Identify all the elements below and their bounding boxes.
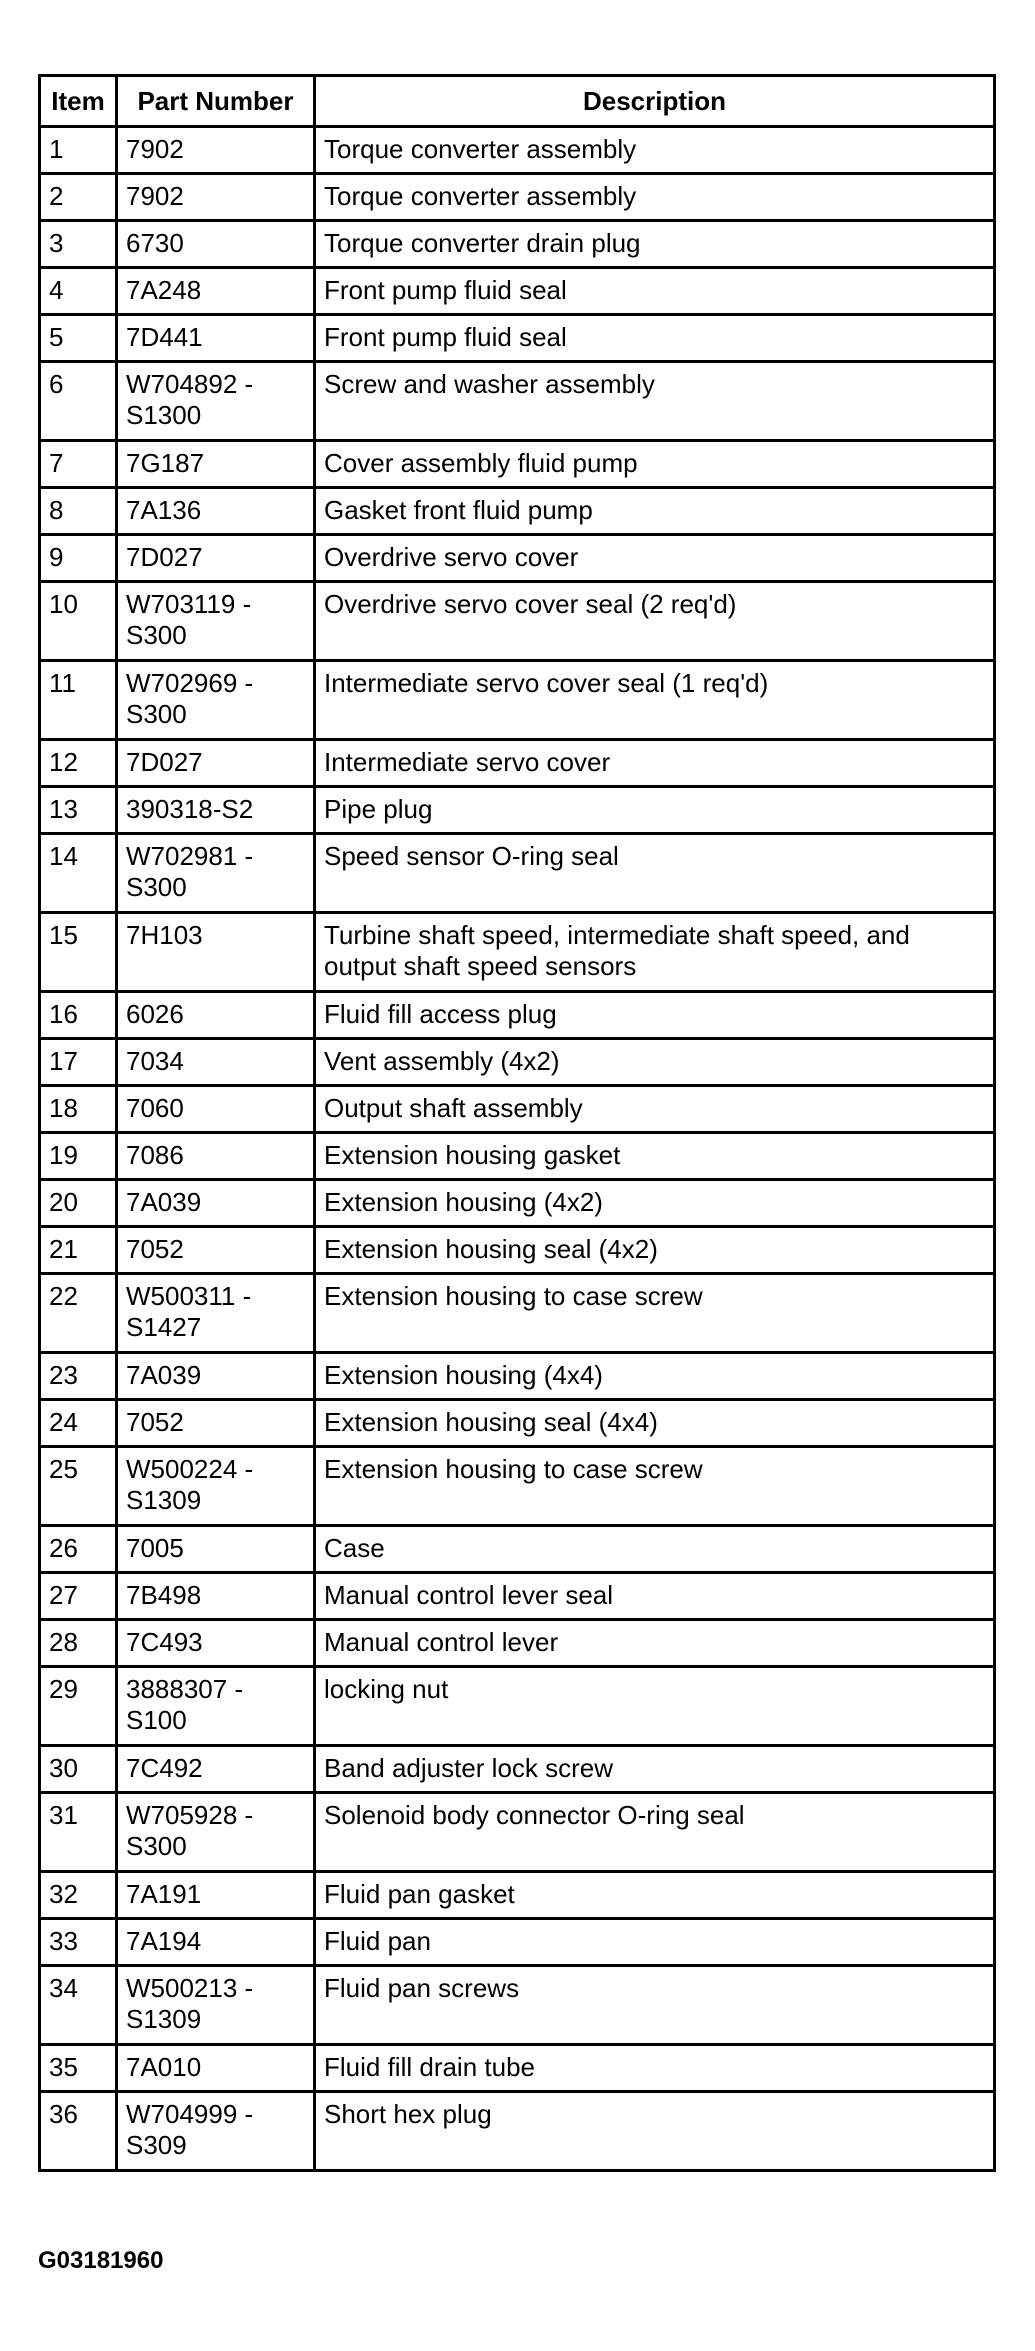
part-number-cell: 6026 (117, 992, 315, 1039)
description-cell: Extension housing seal (4x2) (315, 1227, 995, 1274)
parts-table-body (40, 127, 995, 2171)
description-cell: Extension housing gasket (315, 1133, 995, 1180)
table-row (40, 1400, 995, 1447)
item-cell: 1 (40, 127, 117, 174)
header-item: Item (40, 76, 117, 127)
table-row (40, 1919, 995, 1966)
part-number-cell: 7A194 (117, 1919, 315, 1966)
item-cell: 31 (40, 1793, 117, 1872)
item-cell: 24 (40, 1400, 117, 1447)
item-cell: 12 (40, 740, 117, 787)
part-number-cell: 7052 (117, 1227, 315, 1274)
description-cell: Extension housing to case screw (315, 1274, 995, 1353)
item-cell: 25 (40, 1447, 117, 1526)
table-row (40, 1447, 995, 1526)
item-cell: 8 (40, 488, 117, 535)
description-cell: Fluid pan screws (315, 1966, 995, 2045)
table-row (40, 174, 995, 221)
table-row (40, 1872, 995, 1919)
description-cell: Fluid fill access plug (315, 992, 995, 1039)
table-row (40, 535, 995, 582)
description-cell: locking nut (315, 1667, 995, 1746)
item-cell: 34 (40, 1966, 117, 2045)
part-number-cell: W500224 - S1309 (117, 1447, 315, 1526)
table-row (40, 1353, 995, 1400)
item-cell: 14 (40, 834, 117, 913)
part-number-cell: 7D441 (117, 315, 315, 362)
description-cell: Torque converter drain plug (315, 221, 995, 268)
part-number-cell: W704892 - S1300 (117, 362, 315, 441)
header-part-number: Part Number (117, 76, 315, 127)
part-number-cell: 7A039 (117, 1180, 315, 1227)
item-cell: 33 (40, 1919, 117, 1966)
item-cell: 6 (40, 362, 117, 441)
parts-table (38, 74, 996, 2172)
part-number-cell: 7052 (117, 1400, 315, 1447)
part-number-cell: W705928 - S300 (117, 1793, 315, 1872)
item-cell: 20 (40, 1180, 117, 1227)
part-number-cell: 7D027 (117, 535, 315, 582)
table-row (40, 1966, 995, 2045)
part-number-cell: 7902 (117, 174, 315, 221)
table-row (40, 1086, 995, 1133)
item-cell: 10 (40, 582, 117, 661)
part-number-cell: 7034 (117, 1039, 315, 1086)
table-row (40, 1746, 995, 1793)
part-number-cell: 7A248 (117, 268, 315, 315)
part-number-cell: 6730 (117, 221, 315, 268)
table-row (40, 1526, 995, 1573)
item-cell: 26 (40, 1526, 117, 1573)
item-cell: 28 (40, 1620, 117, 1667)
description-cell: Front pump fluid seal (315, 268, 995, 315)
part-number-cell: 7B498 (117, 1573, 315, 1620)
description-cell: Intermediate servo cover (315, 740, 995, 787)
description-cell: Overdrive servo cover (315, 535, 995, 582)
item-cell: 21 (40, 1227, 117, 1274)
item-cell: 22 (40, 1274, 117, 1353)
item-cell: 7 (40, 441, 117, 488)
table-row (40, 362, 995, 441)
description-cell: Fluid pan (315, 1919, 995, 1966)
part-number-cell: 7C493 (117, 1620, 315, 1667)
table-row (40, 127, 995, 174)
table-row (40, 913, 995, 992)
table-row (40, 221, 995, 268)
description-cell: Turbine shaft speed, intermediate shaft speed, and output shaft speed sensors (315, 913, 995, 992)
part-number-cell: 7060 (117, 1086, 315, 1133)
item-cell: 35 (40, 2045, 117, 2092)
table-row (40, 1620, 995, 1667)
table-row (40, 268, 995, 315)
item-cell: 27 (40, 1573, 117, 1620)
table-row (40, 992, 995, 1039)
description-cell: Cover assembly fluid pump (315, 441, 995, 488)
part-number-cell: W500311 - S1427 (117, 1274, 315, 1353)
item-cell: 23 (40, 1353, 117, 1400)
part-number-cell: 390318-S2 (117, 787, 315, 834)
description-cell: Output shaft assembly (315, 1086, 995, 1133)
table-row (40, 834, 995, 913)
description-cell: Manual control lever seal (315, 1573, 995, 1620)
part-number-cell: 7086 (117, 1133, 315, 1180)
table-row (40, 1793, 995, 1872)
table-row (40, 2045, 995, 2092)
description-cell: Extension housing (4x2) (315, 1180, 995, 1227)
figure-code: G03181960 (38, 2247, 164, 2274)
description-cell: Intermediate servo cover seal (1 req'd) (315, 661, 995, 740)
item-cell: 17 (40, 1039, 117, 1086)
description-cell: Vent assembly (4x2) (315, 1039, 995, 1086)
table-row (40, 315, 995, 362)
description-cell: Screw and washer assembly (315, 362, 995, 441)
table-row (40, 1133, 995, 1180)
item-cell: 3 (40, 221, 117, 268)
part-number-cell: 7H103 (117, 913, 315, 992)
part-number-cell: W500213 - S1309 (117, 1966, 315, 2045)
table-row (40, 661, 995, 740)
item-cell: 19 (40, 1133, 117, 1180)
description-cell: Overdrive servo cover seal (2 req'd) (315, 582, 995, 661)
part-number-cell: W703119 - S300 (117, 582, 315, 661)
item-cell: 18 (40, 1086, 117, 1133)
part-number-cell: 7A039 (117, 1353, 315, 1400)
part-number-cell: 7A191 (117, 1872, 315, 1919)
part-number-cell: 7A136 (117, 488, 315, 535)
table-row (40, 1667, 995, 1746)
table-row (40, 787, 995, 834)
table-row (40, 1227, 995, 1274)
part-number-cell: 7902 (117, 127, 315, 174)
item-cell: 16 (40, 992, 117, 1039)
description-cell: Manual control lever (315, 1620, 995, 1667)
table-row (40, 1039, 995, 1086)
table-header-row (40, 76, 995, 127)
description-cell: Torque converter assembly (315, 174, 995, 221)
item-cell: 29 (40, 1667, 117, 1746)
item-cell: 15 (40, 913, 117, 992)
description-cell: Gasket front fluid pump (315, 488, 995, 535)
description-cell: Extension housing (4x4) (315, 1353, 995, 1400)
table-row (40, 582, 995, 661)
description-cell: Torque converter assembly (315, 127, 995, 174)
item-cell: 32 (40, 1872, 117, 1919)
description-cell: Case (315, 1526, 995, 1573)
part-number-cell: W702981 - S300 (117, 834, 315, 913)
item-cell: 4 (40, 268, 117, 315)
part-number-cell: W702969 - S300 (117, 661, 315, 740)
part-number-cell: 7005 (117, 1526, 315, 1573)
description-cell: Front pump fluid seal (315, 315, 995, 362)
item-cell: 11 (40, 661, 117, 740)
table-row (40, 2092, 995, 2171)
description-cell: Speed sensor O-ring seal (315, 834, 995, 913)
item-cell: 13 (40, 787, 117, 834)
item-cell: 2 (40, 174, 117, 221)
table-row (40, 740, 995, 787)
header-description: Description (315, 76, 995, 127)
description-cell: Solenoid body connector O-ring seal (315, 1793, 995, 1872)
description-cell: Fluid pan gasket (315, 1872, 995, 1919)
description-cell: Fluid fill drain tube (315, 2045, 995, 2092)
table-row (40, 488, 995, 535)
table-row (40, 441, 995, 488)
item-cell: 36 (40, 2092, 117, 2171)
item-cell: 5 (40, 315, 117, 362)
table-row (40, 1274, 995, 1353)
table-row (40, 1180, 995, 1227)
table-row (40, 1573, 995, 1620)
description-cell: Pipe plug (315, 787, 995, 834)
part-number-cell: 7D027 (117, 740, 315, 787)
part-number-cell: 7A010 (117, 2045, 315, 2092)
description-cell: Extension housing to case screw (315, 1447, 995, 1526)
description-cell: Extension housing seal (4x4) (315, 1400, 995, 1447)
part-number-cell: 7C492 (117, 1746, 315, 1793)
item-cell: 9 (40, 535, 117, 582)
part-number-cell: 7G187 (117, 441, 315, 488)
description-cell: Short hex plug (315, 2092, 995, 2171)
part-number-cell: W704999 - S309 (117, 2092, 315, 2171)
description-cell: Band adjuster lock screw (315, 1746, 995, 1793)
part-number-cell: 3888307 - S100 (117, 1667, 315, 1746)
item-cell: 30 (40, 1746, 117, 1793)
